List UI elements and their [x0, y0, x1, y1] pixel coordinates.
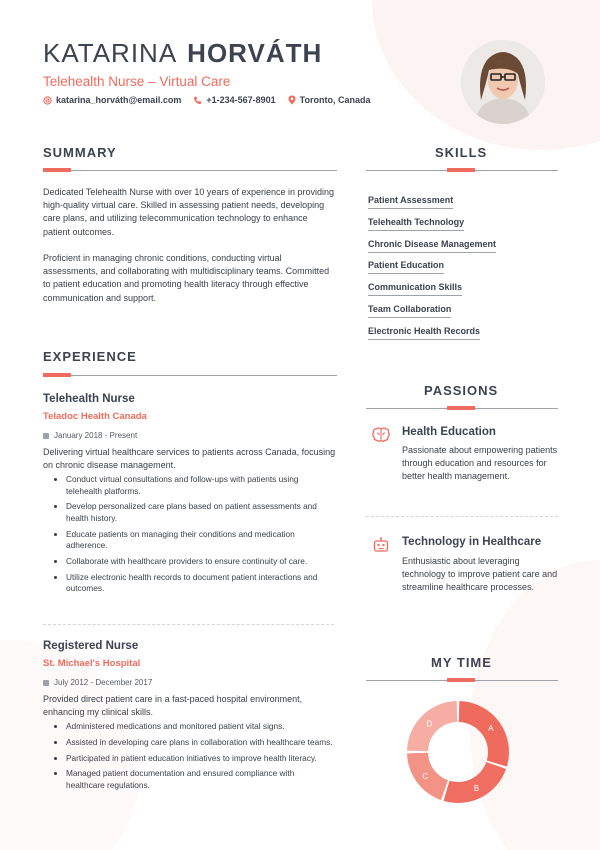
job-dates: [43, 431, 137, 440]
date-range: January 2018 - Present: [54, 431, 138, 440]
passion-title: Technology in Healthcare: [402, 536, 542, 548]
my-time-title: MY TIME: [431, 655, 492, 670]
list-item: Educate patients on managing their conditions and medication adherence.: [54, 529, 334, 552]
donut-segment-b: [444, 762, 507, 803]
my-time-accent: [447, 678, 475, 682]
phone-contact[interactable]: [193, 95, 275, 105]
profile-photo: [461, 40, 545, 124]
location-contact: [288, 95, 371, 105]
at-icon: [43, 96, 52, 105]
passions-title: PASSIONS: [424, 383, 499, 398]
time-donut-chart: [403, 697, 513, 807]
list-item: Conduct virtual consultations and follow-ups with patients using telehealth platforms.: [54, 474, 334, 497]
job-title: Telehealth Nurse: [43, 393, 135, 405]
skill-item: Communication Skills: [368, 282, 462, 296]
phone-icon: [193, 96, 202, 105]
passion-title: Health Education: [402, 426, 496, 438]
last-name: HORVÁTH: [187, 38, 323, 68]
calendar-icon: [43, 433, 49, 439]
brain-icon: [372, 427, 390, 443]
summary-paragraph-1: Dedicated Telehealth Nurse with over 10 years of experience in providing high-quality virtual care. Skilled in assessing patient needs, developing care plans, and utilizing telecommunication technology to enhance patient outcomes.: [43, 187, 335, 237]
skills-accent: [447, 168, 475, 172]
list-item: Administered medications and monitored patient vital signs.: [54, 721, 334, 733]
candidate-name: [43, 38, 322, 69]
skills-title: SKILLS: [435, 145, 488, 160]
skill-item: Patient Education: [368, 260, 444, 274]
list-item: Develop personalized care plans based on patient assessments and health history.: [54, 501, 334, 524]
list-item: Managed patient documentation and ensured compliance with healthcare regulations.: [54, 768, 334, 791]
job-bullets: [54, 474, 334, 599]
location-pin-icon: [288, 95, 296, 105]
donut-segment-a: [459, 701, 509, 766]
calendar-icon: [43, 680, 49, 686]
passions-accent: [447, 406, 475, 410]
skill-item: Electronic Health Records: [368, 326, 480, 340]
job-dates: [43, 678, 152, 687]
skill-item: Chronic Disease Management: [368, 239, 496, 253]
location-text: Toronto, Canada: [299, 95, 371, 105]
donut-label-a: A: [488, 724, 494, 734]
skill-item: Patient Assessment: [368, 195, 453, 209]
passion-separator: [366, 516, 558, 517]
experience-divider: [43, 375, 337, 376]
summary-divider: [43, 170, 337, 171]
summary-accent: [43, 168, 71, 172]
job-separator: [43, 624, 334, 625]
robot-icon: [372, 537, 390, 553]
list-item: Utilize electronic health records to document patient interactions and outcomes.: [54, 572, 334, 595]
skill-item: Team Collaboration: [368, 304, 451, 318]
job-description: Provided direct patient care in a fast-paced hospital environment, enhancing my clinical skills.: [43, 694, 303, 718]
skill-item: Telehealth Technology: [368, 217, 464, 231]
donut-label-c: C: [422, 771, 429, 781]
passion-description: Passionate about empowering patients through education and resources for better health management.: [402, 445, 558, 481]
experience-accent: [43, 373, 71, 377]
passion-description: Enthusiastic about leveraging technology to improve patient care and streamline healthcare processes.: [402, 556, 558, 592]
company-name: Teladoc Health Canada: [43, 411, 147, 422]
donut-label-b: B: [473, 784, 480, 794]
email-contact[interactable]: [43, 95, 181, 105]
company-name: St. Michael's Hospital: [43, 658, 141, 669]
first-name: KATARINA: [43, 38, 178, 68]
job-bullets: [54, 721, 334, 796]
summary-title: SUMMARY: [43, 145, 117, 160]
experience-title: EXPERIENCE: [43, 349, 137, 364]
skills-list: [368, 190, 558, 343]
list-item: Collaborate with healthcare providers to ensure continuity of care.: [54, 556, 334, 568]
list-item: Assisted in developing care plans in collaboration with healthcare teams.: [54, 737, 334, 749]
list-item: Participated in patient education initiatives to improve health literacy.: [54, 753, 334, 765]
date-range: July 2012 - December 2017: [54, 678, 153, 687]
job-role: Telehealth Nurse – Virtual Care: [43, 74, 231, 89]
summary-paragraph-2: Proficient in managing chronic conditions, conducting virtual assessments, and collaborating with multidisciplinary teams. Committed to patient education and promoting health literacy through effective communication and support.: [43, 253, 330, 303]
phone-text: +1-234-567-8901: [206, 95, 276, 105]
donut-label-d: D: [426, 719, 433, 729]
email-text: katarina_horváth@email.com: [56, 95, 182, 105]
job-description: Delivering virtual healthcare services to patients across Canada, focusing on chronic disease management.: [43, 447, 336, 471]
job-title: Registered Nurse: [43, 640, 139, 652]
contact-info: [43, 95, 382, 105]
